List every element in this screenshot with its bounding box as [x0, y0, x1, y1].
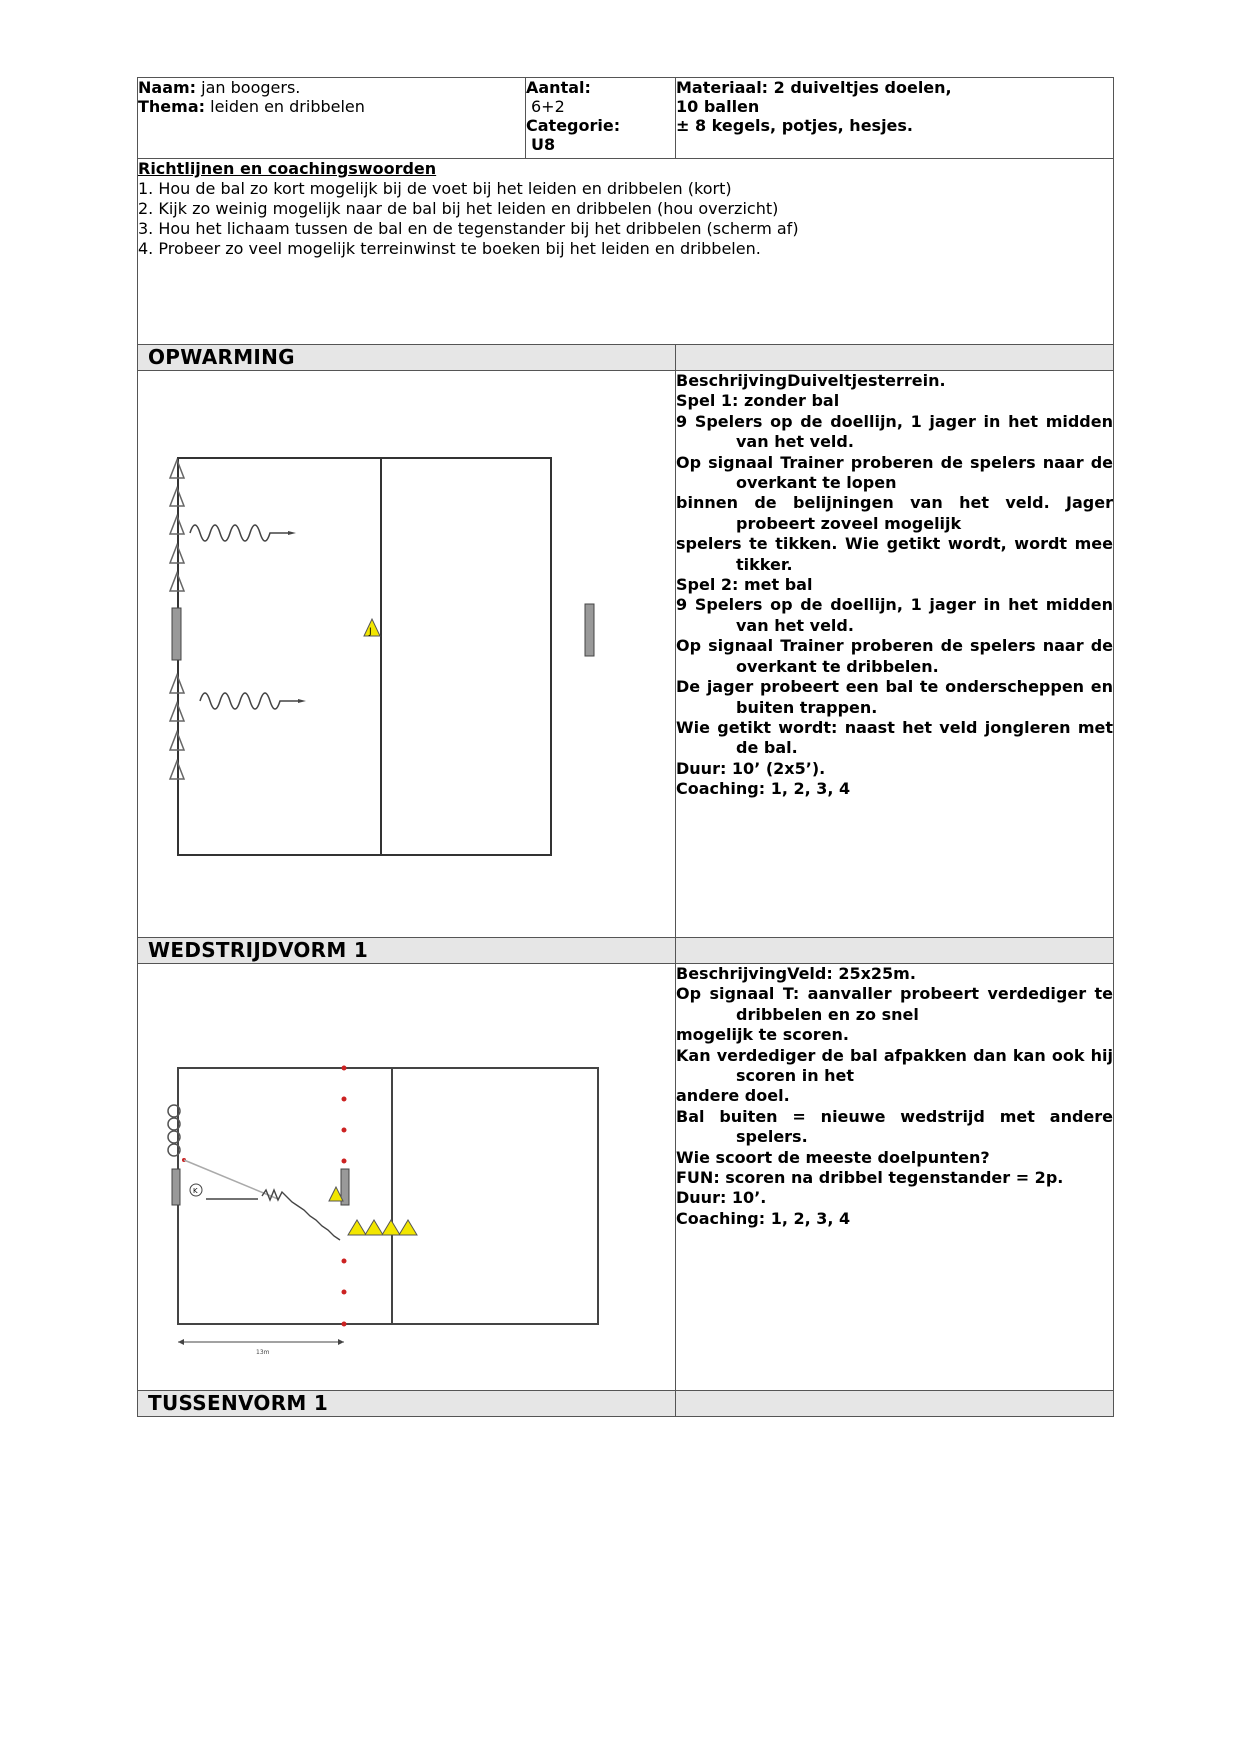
section-band-empty: [676, 938, 1114, 964]
description-line: Coaching: 1, 2, 3, 4: [676, 779, 851, 799]
scale-label: 13m: [256, 1349, 270, 1356]
goal-right-icon: [585, 604, 594, 656]
description-line: mogelijk te scoren.: [676, 1025, 849, 1045]
description-line: Spel 2: met bal: [676, 575, 813, 595]
cone-icon: [382, 1220, 400, 1235]
arrow-head-icon: [178, 1339, 184, 1345]
description-line: Duur: 10’.: [676, 1188, 767, 1208]
section-content-opwarming: [138, 371, 1114, 938]
description-line: Coaching: 1, 2, 3, 4: [676, 1208, 851, 1228]
arrow-head-icon: [338, 1339, 344, 1345]
description-line: FUN: scoren na dribbel tegenstander = 2p.: [676, 1168, 1064, 1188]
categorie-value: U8: [531, 135, 556, 154]
description-line: De jager probeert een bal te onderscheppen en buiten trappen.: [676, 677, 1113, 717]
section-band-empty: [676, 345, 1114, 371]
naam-value: jan boogers.: [196, 78, 301, 97]
description-line: binnen de belijningen van het veld. Jager probeert zoveel mogelijk: [676, 493, 1113, 533]
training-table: [137, 77, 1114, 1417]
description-line: 9 Spelers op de doellijn, 1 jager in het midden van het veld.: [676, 595, 1113, 635]
marker-dot-icon: [342, 1097, 347, 1102]
cone-icon: [365, 1220, 383, 1235]
section-band-wedstrijdvorm: [138, 938, 1114, 964]
duiveltjes-field-diagram: [138, 371, 676, 937]
marker-dot-icon: [342, 1259, 347, 1264]
header-row: [138, 78, 1114, 159]
section-band-empty: [676, 1391, 1114, 1417]
name-theme-cell: [138, 78, 526, 159]
description-line: Wie scoort de meeste doelpunten?: [676, 1147, 990, 1167]
guidelines-cell: [138, 159, 1114, 345]
thema-value: leiden en dribbelen: [205, 97, 365, 116]
field-outline: [178, 458, 551, 855]
materiaal-line-2: 10 ballen: [676, 97, 760, 116]
guideline-item: 2. Kijk zo weinig mogelijk naar de bal bij het leiden en dribbelen (hou overzicht): [138, 199, 779, 218]
section-content-wedstrijdvorm: [138, 964, 1114, 1391]
field-outline: [178, 1068, 598, 1324]
description-line: Bal buiten = nieuwe wedstrijd met andere spelers.: [676, 1106, 1113, 1147]
description-line: Op signaal Trainer proberen de spelers naar de overkant te dribbelen.: [676, 636, 1113, 676]
aantal-cell: [526, 78, 676, 159]
guideline-item: 3. Hou het lichaam tussen de bal en de tegenstander bij het dribbelen (scherm af): [138, 219, 799, 238]
description-line: BeschrijvingVeld: 25x25m.: [676, 964, 916, 983]
description-line: BeschrijvingDuiveltjesterrein.: [676, 371, 946, 390]
opwarming-figure-cell: [138, 371, 676, 938]
guideline-item: 4. Probeer zo veel mogelijk terreinwinst te boeken bij het leiden en dribbelen.: [138, 239, 761, 258]
training-sheet: [137, 77, 1113, 1417]
description-line: Kan verdediger de bal afpakken dan kan ook hij scoren in het: [676, 1045, 1113, 1086]
cone-icon: [348, 1220, 366, 1235]
naam-label: Naam:: [138, 78, 197, 97]
section-title-tussenvorm: TUSSENVORM 1: [138, 1391, 676, 1417]
categorie-label: Categorie:: [526, 116, 621, 135]
guidelines-title: Richtlijnen en coachingswoorden: [138, 159, 437, 178]
arrow-head-icon: [288, 531, 296, 535]
description-line: Spel 1: zonder bal: [676, 391, 840, 411]
section-band-tussenvorm: [138, 1391, 1114, 1417]
wedstrijdvorm-description: [676, 964, 1114, 1391]
marker-dot-icon: [342, 1290, 347, 1295]
description-line: Duur: 10’ (2x5’).: [676, 758, 826, 778]
description-line: 9 Spelers op de doellijn, 1 jager in het midden van het veld.: [676, 411, 1113, 452]
description-line: Op signaal Trainer proberen de spelers naar de overkant te lopen: [676, 452, 1113, 493]
cone-row: [348, 1220, 417, 1235]
description-line: Wie getikt wordt: naast het veld jongleren met de bal.: [676, 717, 1113, 758]
section-title-opwarming: OPWARMING: [138, 345, 676, 371]
opwarming-description: [676, 371, 1114, 938]
section-band-opwarming: [138, 345, 1114, 371]
jager-cone-icon: [364, 619, 380, 636]
dribble-path-top: [190, 525, 290, 541]
goal-left-icon: [172, 1169, 180, 1205]
description-line: spelers te tikken. Wie getikt wordt, wordt mee tikker.: [676, 534, 1113, 574]
aantal-label: Aantal:: [526, 78, 591, 97]
marker-dots: [182, 1066, 347, 1327]
marker-dot-icon: [342, 1128, 347, 1133]
guideline-item: 1. Hou de bal zo kort mogelijk bij de voet bij het leiden en dribbelen (kort): [138, 179, 732, 198]
marker-dot-icon: [342, 1322, 347, 1327]
section-title-wedstrijdvorm: WEDSTRIJDVORM 1: [138, 938, 676, 964]
materiaal-line-3: ± 8 kegels, potjes, hesjes.: [676, 116, 914, 135]
match-field-diagram: [138, 964, 676, 1390]
marker-dot-icon: [342, 1159, 347, 1164]
marker-dot-icon: [342, 1066, 347, 1071]
jager-marker: J: [369, 627, 372, 637]
cone-icon: [399, 1220, 417, 1235]
description-line: andere doel.: [676, 1086, 790, 1106]
aantal-value: 6+2: [531, 97, 565, 116]
materiaal-cell: [676, 78, 1114, 159]
arrow-head-icon: [298, 699, 306, 703]
description-line: Op signaal T: aanvaller probeert verdediger te dribbelen en zo snel: [676, 984, 1113, 1024]
wedstrijdvorm-figure-cell: [138, 964, 676, 1391]
guidelines-row: [138, 159, 1114, 345]
goal-left-icon: [172, 608, 181, 660]
dribble-path-bottom: [200, 693, 300, 709]
materiaal-line-1: Materiaal: 2 duiveltjes doelen,: [676, 78, 952, 97]
thema-label: Thema:: [138, 97, 206, 116]
trainer-marker: K: [193, 1187, 198, 1195]
